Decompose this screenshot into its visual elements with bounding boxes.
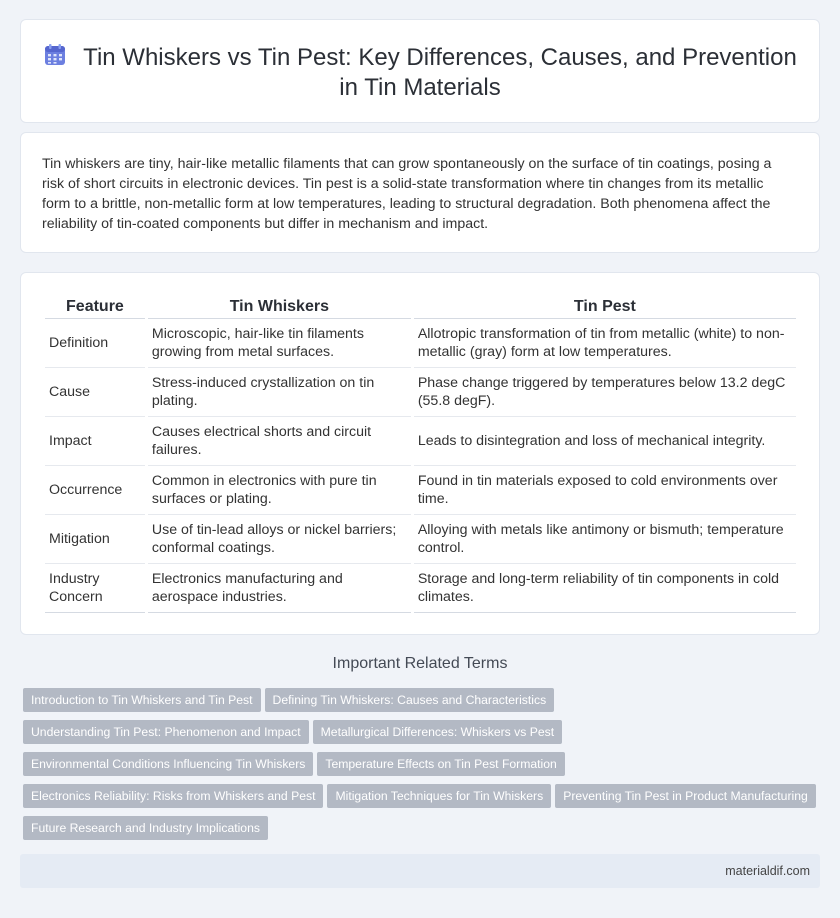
page-title-text: Tin Whiskers vs Tin Pest: Key Differences, Causes, and Prevention in Tin Materials [83,44,797,101]
header-tin-pest: Tin Pest [414,296,796,319]
footer-site[interactable]: materialdif.com [725,864,810,878]
pest-cell: Phase change triggered by temperatures below 13.2 degC (55.8 degF). [414,368,796,417]
table-row [45,319,796,368]
pest-cell: Found in tin materials exposed to cold environments over time. [414,466,796,515]
calendar-icon [43,43,67,67]
table-row [45,564,796,613]
pest-cell: Leads to disintegration and loss of mechanical integrity. [414,417,796,466]
table-row [45,466,796,515]
related-term-tag[interactable]: Future Research and Industry Implications [23,816,268,840]
feature-cell: Mitigation [45,515,145,564]
footer-bar [20,854,820,888]
related-terms-list [23,688,823,848]
related-term-tag[interactable]: Electronics Reliability: Risks from Whiskers and Pest [23,784,323,808]
feature-cell: Occurrence [45,466,145,515]
related-terms-heading: Important Related Terms [332,655,508,672]
related-term-tag[interactable]: Preventing Tin Pest in Product Manufacturing [555,784,816,808]
table-row [45,368,796,417]
whiskers-cell: Electronics manufacturing and aerospace industries. [148,564,411,613]
whiskers-cell: Use of tin-lead alloys or nickel barriers; conformal coatings. [148,515,411,564]
header-tin-whiskers: Tin Whiskers [148,296,411,319]
whiskers-cell: Common in electronics with pure tin surfaces or plating. [148,466,411,515]
related-term-tag[interactable]: Temperature Effects on Tin Pest Formation [317,752,564,776]
whiskers-cell: Causes electrical shorts and circuit failures. [148,417,411,466]
intro-card [20,132,820,253]
related-term-tag[interactable]: Metallurgical Differences: Whiskers vs Pest [313,720,562,744]
feature-cell: Cause [45,368,145,417]
pest-cell: Storage and long-term reliability of tin components in cold climates. [414,564,796,613]
related-term-tag[interactable]: Defining Tin Whiskers: Causes and Characteristics [265,688,555,712]
feature-cell: Industry Concern [45,564,145,613]
header-feature: Feature [45,296,145,319]
page-title [21,43,819,103]
feature-cell: Definition [45,319,145,368]
table-header-row [45,296,796,319]
comparison-card [20,272,820,635]
whiskers-cell: Stress-induced crystallization on tin plating. [148,368,411,417]
title-card [20,19,820,123]
whiskers-cell: Microscopic, hair-like tin filaments growing from metal surfaces. [148,319,411,368]
pest-cell: Alloying with metals like antimony or bismuth; temperature control. [414,515,796,564]
comparison-table [42,296,799,613]
related-term-tag[interactable]: Understanding Tin Pest: Phenomenon and Impact [23,720,309,744]
table-row [45,417,796,466]
pest-cell: Allotropic transformation of tin from metallic (white) to non-metallic (gray) form at low temperatures. [414,319,796,368]
related-term-tag[interactable]: Mitigation Techniques for Tin Whiskers [327,784,551,808]
intro-paragraph: Tin whiskers are tiny, hair-like metallic filaments that can grow spontaneously on the surface of tin coatings, posing a risk of short circuits in electronic devices. Tin pest is a solid-state transformation where tin changes from its metallic form to a brittle, non-metallic form at low temperatures, leading to structural degradation. Both phenomena affect the reliability of tin-coated components but differ in mechanism and impact. [42,156,772,232]
related-term-tag[interactable]: Introduction to Tin Whiskers and Tin Pest [23,688,261,712]
table-row [45,515,796,564]
related-term-tag[interactable]: Environmental Conditions Influencing Tin Whiskers [23,752,313,776]
feature-cell: Impact [45,417,145,466]
